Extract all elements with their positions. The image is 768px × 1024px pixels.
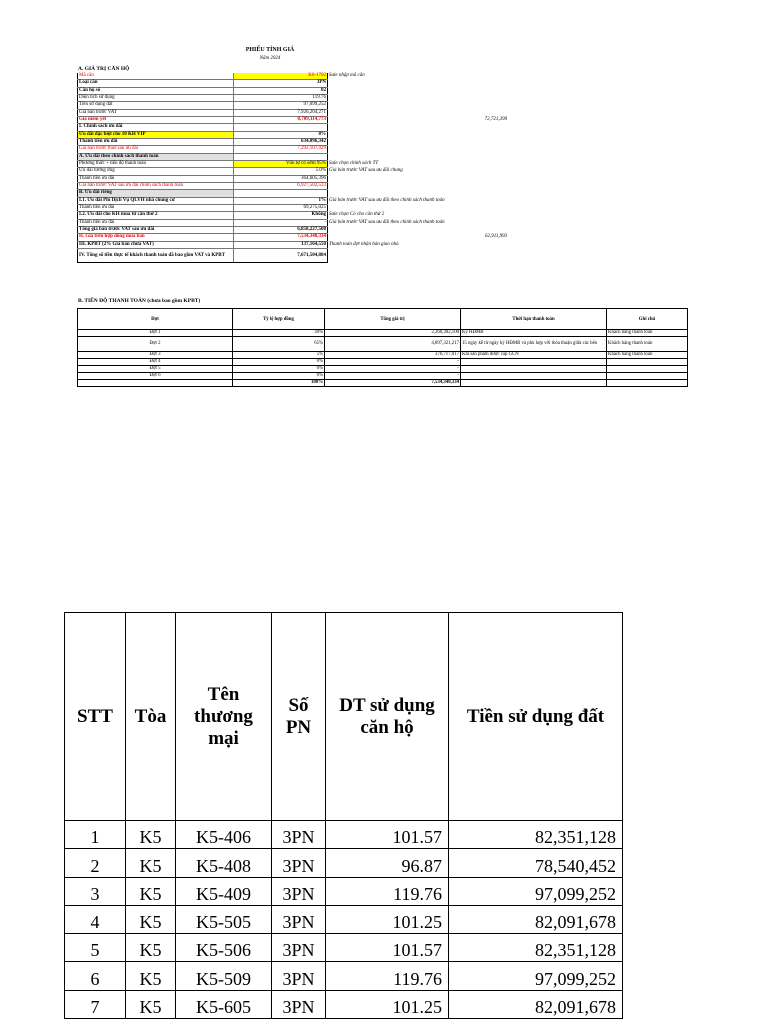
payment-header-cell: Thời hạn thanh toán: [461, 309, 607, 330]
price-row: [78, 212, 509, 219]
payment-note: Khách hàng thanh toán: [607, 337, 688, 352]
price-label: Ưu đãi đặc biệt cho 10 KH VIP: [78, 131, 234, 138]
payment-note: [607, 380, 688, 387]
unit-building: K5: [126, 962, 176, 990]
payment-installment: Đợt 2: [78, 337, 233, 352]
price-label: Thành tiền ưu đãi: [78, 219, 234, 226]
payment-schedule-table: [77, 308, 688, 387]
payment-row: [78, 337, 688, 352]
unit-code: K5-505: [176, 905, 272, 933]
price-value: 8%: [234, 131, 328, 138]
payment-note: Khách hàng thanh toán: [607, 352, 688, 359]
price-note: Sale chọn Có cho căn thứ 2: [329, 212, 385, 218]
unit-area: 101.25: [326, 905, 449, 933]
price-row: [78, 94, 509, 101]
payment-deadline: [461, 366, 607, 373]
unit-bedrooms: 3PN: [272, 849, 326, 877]
payment-amount: 2,260,302,100: [325, 330, 461, 337]
price-extra: [446, 248, 508, 262]
unit-land-fee: 97,099,252: [449, 962, 623, 990]
price-extra: [446, 175, 508, 182]
payment-deadline: Ký HĐMB: [461, 330, 607, 337]
payment-row: [78, 380, 688, 387]
price-value: 6,858,227,508: [234, 226, 328, 233]
unit-header-cell: STT: [65, 613, 126, 821]
unit-header-row: [65, 613, 623, 821]
price-extra: [446, 153, 508, 160]
price-value: [234, 153, 328, 160]
price-note: [328, 138, 447, 145]
payment-header-cell: Ghi chú: [607, 309, 688, 330]
payment-amount: 376,717,017: [325, 352, 461, 359]
price-value: 02: [234, 87, 328, 94]
unit-area: 119.76: [326, 877, 449, 905]
price-note: [328, 87, 447, 94]
payment-ratio: 0%: [233, 366, 325, 373]
payment-deadline: [461, 359, 607, 366]
price-note: Giá bán trước VAT sau ưu đãi chung: [329, 168, 403, 174]
price-label: Tiền sử dụng đất: [78, 102, 234, 109]
unit-building: K5: [126, 849, 176, 877]
payment-row: [78, 373, 688, 380]
payment-row: [78, 359, 688, 366]
unit-building: K5: [126, 877, 176, 905]
unit-stt: 3: [65, 877, 126, 905]
price-row: [78, 153, 509, 160]
price-extra: [446, 212, 508, 219]
unit-stt: 2: [65, 849, 126, 877]
unit-area: 101.57: [326, 821, 449, 849]
unit-bedrooms: 3PN: [272, 934, 326, 962]
price-row: [78, 226, 509, 233]
price-value: 119.76: [234, 94, 328, 101]
unit-code: K5-409: [176, 877, 272, 905]
price-label: Thành tiền ưu đãi: [78, 138, 234, 145]
price-extra: [446, 241, 508, 248]
price-extra: 62,911,993: [485, 234, 508, 240]
price-value: 6,927,502,533: [234, 182, 328, 189]
payment-row: [78, 330, 688, 337]
payment-installment: Đợt 1: [78, 330, 233, 337]
price-label: Giá niêm yết: [78, 116, 234, 123]
price-note: [328, 153, 447, 160]
price-label: Thành tiền ưu đãi: [78, 175, 234, 182]
price-value: -: [234, 219, 328, 226]
price-row: [78, 182, 509, 189]
price-row: [78, 175, 509, 182]
price-row: [78, 204, 509, 211]
unit-land-fee: 78,540,452: [449, 849, 623, 877]
price-row: [78, 234, 509, 241]
payment-deadline: Khi sản phẩm được cấp GCN: [461, 352, 607, 359]
payment-row: [78, 366, 688, 373]
price-label: Loại căn: [78, 80, 234, 87]
unit-building: K5: [126, 905, 176, 933]
unit-building: K5: [126, 934, 176, 962]
price-extra: [446, 190, 508, 197]
price-note: [328, 116, 447, 123]
unit-code: K5-406: [176, 821, 272, 849]
price-row: [78, 219, 509, 226]
price-row: [78, 241, 509, 248]
price-value: 634,096,342: [234, 138, 328, 145]
price-value: Vốn tự có sớm 95%: [234, 160, 328, 167]
price-extra: [446, 168, 508, 175]
price-note: [328, 204, 447, 211]
payment-installment: Đợt 4: [78, 359, 233, 366]
unit-area: 119.76: [326, 962, 449, 990]
price-note: Sale nhập mã căn: [329, 73, 365, 79]
price-note: [328, 124, 447, 131]
price-value: [234, 124, 328, 131]
price-value: 97,099,252: [234, 102, 328, 109]
price-extra: [446, 182, 508, 189]
price-note: [328, 80, 447, 87]
payment-installment: Đợt 3: [78, 352, 233, 359]
payment-header-cell: Tổng giá trị: [325, 309, 461, 330]
price-extra: [446, 219, 508, 226]
payment-amount: 7,534,340,334: [325, 380, 461, 387]
price-extra: [446, 131, 508, 138]
payment-ratio: 5%: [233, 352, 325, 359]
unit-bedrooms: 3PN: [272, 990, 326, 1018]
price-value: 1%: [234, 197, 328, 204]
unit-header-cell: Tên thương mại: [176, 613, 272, 821]
price-value: 69,275,025: [234, 204, 328, 211]
unit-area: 101.57: [326, 934, 449, 962]
price-label: Phương thức + tiến độ thanh toán: [78, 160, 234, 167]
payment-amount: 4,897,321,217: [325, 337, 461, 352]
unit-code: K5-506: [176, 934, 272, 962]
payment-note: [607, 366, 688, 373]
price-value: 7,926,204,271: [234, 109, 328, 116]
unit-code: K5-408: [176, 849, 272, 877]
unit-bedrooms: 3PN: [272, 905, 326, 933]
unit-land-fee: 82,351,128: [449, 821, 623, 849]
price-note: Thanh toán đợt nhận bàn giao nhà: [329, 241, 399, 247]
unit-bedrooms: 3PN: [272, 877, 326, 905]
price-value: 8,709,114,773: [234, 116, 328, 123]
price-label: Thành tiền ưu đãi: [78, 204, 234, 211]
price-label: Tổng giá bán trước VAT sau ưu đãi: [78, 226, 234, 233]
unit-header-cell: Tiền sử dụng đất: [449, 613, 623, 821]
unit-row: [65, 962, 623, 990]
unit-bedrooms: 3PN: [272, 962, 326, 990]
price-value: 7,671,504,884: [234, 248, 328, 262]
price-label: Giá bán trước VAT sau ưu đãi chính sách thanh toán: [78, 182, 234, 189]
payment-note: Khách hàng thanh toán: [607, 330, 688, 337]
price-row: [78, 109, 509, 116]
unit-stt: 7: [65, 990, 126, 1018]
price-extra: [446, 204, 508, 211]
section-a-heading: A. GIÁ TRỊ CĂN HỘ: [78, 66, 130, 72]
price-note: [328, 131, 447, 138]
unit-land-fee: 82,091,678: [449, 905, 623, 933]
price-extra: [446, 109, 508, 116]
price-value: 3PN: [234, 80, 328, 87]
price-label: A. Ưu đãi theo chính sách thanh toán: [78, 153, 234, 160]
price-value: K6-1702: [234, 73, 328, 80]
price-note: [328, 248, 447, 262]
price-note: [328, 175, 447, 182]
payment-ratio: 0%: [233, 359, 325, 366]
unit-row: [65, 905, 623, 933]
price-label: B. Ưu đãi riêng: [78, 190, 234, 197]
unit-header-cell: DT sử dụng căn hộ: [326, 613, 449, 821]
price-row: [78, 168, 509, 175]
unit-stt: 4: [65, 905, 126, 933]
price-row: [78, 124, 509, 131]
unit-land-fee: 82,091,678: [449, 990, 623, 1018]
payment-ratio: 0%: [233, 373, 325, 380]
price-row: [78, 73, 509, 80]
payment-header-cell: Đợt: [78, 309, 233, 330]
unit-header-cell: Tòa: [126, 613, 176, 821]
price-label: Căn hộ số: [78, 87, 234, 94]
payment-amount: -: [325, 366, 461, 373]
unit-code: K5-605: [176, 990, 272, 1018]
price-extra: [446, 80, 508, 87]
price-note: Sale chọn chính sách TT: [329, 161, 379, 167]
price-extra: [446, 197, 508, 204]
price-note: [328, 226, 447, 233]
price-extra: [446, 160, 508, 167]
unit-land-fee: 97,099,252: [449, 877, 623, 905]
price-extra: [446, 87, 508, 94]
payment-header-row: [78, 309, 688, 330]
payment-deadline: [461, 380, 607, 387]
unit-code: K5-509: [176, 962, 272, 990]
price-note: [328, 109, 447, 116]
unit-building: K5: [126, 990, 176, 1018]
price-label: I. Chính sách ưu đãi: [78, 124, 234, 131]
price-row: [78, 248, 509, 262]
price-row: [78, 146, 509, 153]
price-label: Mã căn: [78, 73, 234, 80]
price-label: Diện tích sử dụng: [78, 94, 234, 101]
section-b-heading: B. TIẾN ĐỘ THANH TOÁN (chưa bao gồm KPBT): [78, 298, 201, 304]
payment-row: [78, 352, 688, 359]
payment-ratio: 65%: [233, 337, 325, 352]
price-value: [234, 190, 328, 197]
price-label: I.2. Ưu đãi cho KH mua từ căn thứ 2: [78, 212, 234, 219]
unit-area: 101.25: [326, 990, 449, 1018]
price-extra: [446, 102, 508, 109]
price-note: [328, 190, 447, 197]
price-note: [328, 182, 447, 189]
unit-stt: 1: [65, 821, 126, 849]
price-row: [78, 197, 509, 204]
price-row: [78, 160, 509, 167]
payment-note: [607, 373, 688, 380]
price-row: [78, 102, 509, 109]
payment-amount: -: [325, 359, 461, 366]
payment-ratio: 100%: [233, 380, 325, 387]
price-value: 137,164,550: [234, 241, 328, 248]
price-label: Ưu đãi tương ứng: [78, 168, 234, 175]
price-extra: [446, 73, 508, 80]
unit-row: [65, 849, 623, 877]
unit-land-fee: 82,351,128: [449, 934, 623, 962]
price-extra: [446, 146, 508, 153]
unit-area: 96.87: [326, 849, 449, 877]
price-note: [328, 102, 447, 109]
price-extra: [446, 94, 508, 101]
payment-installment: Đợt 6: [78, 373, 233, 380]
unit-row: [65, 934, 623, 962]
price-value: 5.0%: [234, 168, 328, 175]
price-extra: 72,721,399: [484, 117, 508, 123]
price-row: [78, 131, 509, 138]
unit-row: [65, 990, 623, 1018]
price-note: [328, 234, 447, 241]
unit-row: [65, 877, 623, 905]
price-value: 7,292,107,929: [234, 146, 328, 153]
payment-note: [607, 359, 688, 366]
unit-stt: 5: [65, 934, 126, 962]
unit-list-table: [64, 612, 623, 1019]
price-row: [78, 87, 509, 94]
price-label: I.1. Ưu đãi Phí Dịch Vụ QLVH nhà chung cư: [78, 197, 234, 204]
payment-amount: -: [325, 373, 461, 380]
payment-installment: [78, 380, 233, 387]
payment-installment: Đợt 5: [78, 366, 233, 373]
price-note: Giá bán trước VAT sau ưu đãi theo chính sách thanh toán: [329, 197, 445, 203]
price-label: IV. Tổng số tiền thực tế khách thanh toán đã bao gồm VAT và KPBT: [78, 248, 234, 262]
price-extra: [446, 226, 508, 233]
price-calculation-table: [77, 73, 509, 263]
price-value: 364,605,396: [234, 175, 328, 182]
payment-deadline: [461, 373, 607, 380]
price-extra: [446, 138, 508, 145]
price-note: [328, 94, 447, 101]
unit-row: [65, 821, 623, 849]
price-value: 7,534,340,334: [234, 234, 328, 241]
price-row: [78, 190, 509, 197]
unit-bedrooms: 3PN: [272, 821, 326, 849]
payment-ratio: 30%: [233, 330, 325, 337]
unit-building: K5: [126, 821, 176, 849]
price-label: Giá bán trước VAT: [78, 109, 234, 116]
price-row: [78, 116, 509, 123]
price-note: Giá bán trước VAT sau ưu đãi theo chính sách thanh toán: [329, 219, 445, 225]
price-note: [328, 146, 447, 153]
unit-header-cell: Số PN: [272, 613, 326, 821]
sheet-title: PHIẾU TÍNH GIÁ: [245, 47, 295, 53]
price-row: [78, 138, 509, 145]
price-label: Giá bán trước thuế sau ưu đãi: [78, 146, 234, 153]
sheet-subtitle: Năm 2024: [259, 56, 281, 61]
price-label: II. Giá trên hợp đồng mua bán: [78, 234, 234, 241]
price-extra: [446, 124, 508, 131]
price-label: III. KPBT (2% Giá bán chưa VAT): [78, 241, 234, 248]
price-value: Không: [234, 212, 328, 219]
payment-header-cell: Tỷ lệ hợp đồng: [233, 309, 325, 330]
price-row: [78, 80, 509, 87]
unit-stt: 6: [65, 962, 126, 990]
payment-deadline: 15 ngày kể từ ngày ký HĐMB và phù hợp với thỏa thuận giữa các bên: [461, 337, 607, 352]
